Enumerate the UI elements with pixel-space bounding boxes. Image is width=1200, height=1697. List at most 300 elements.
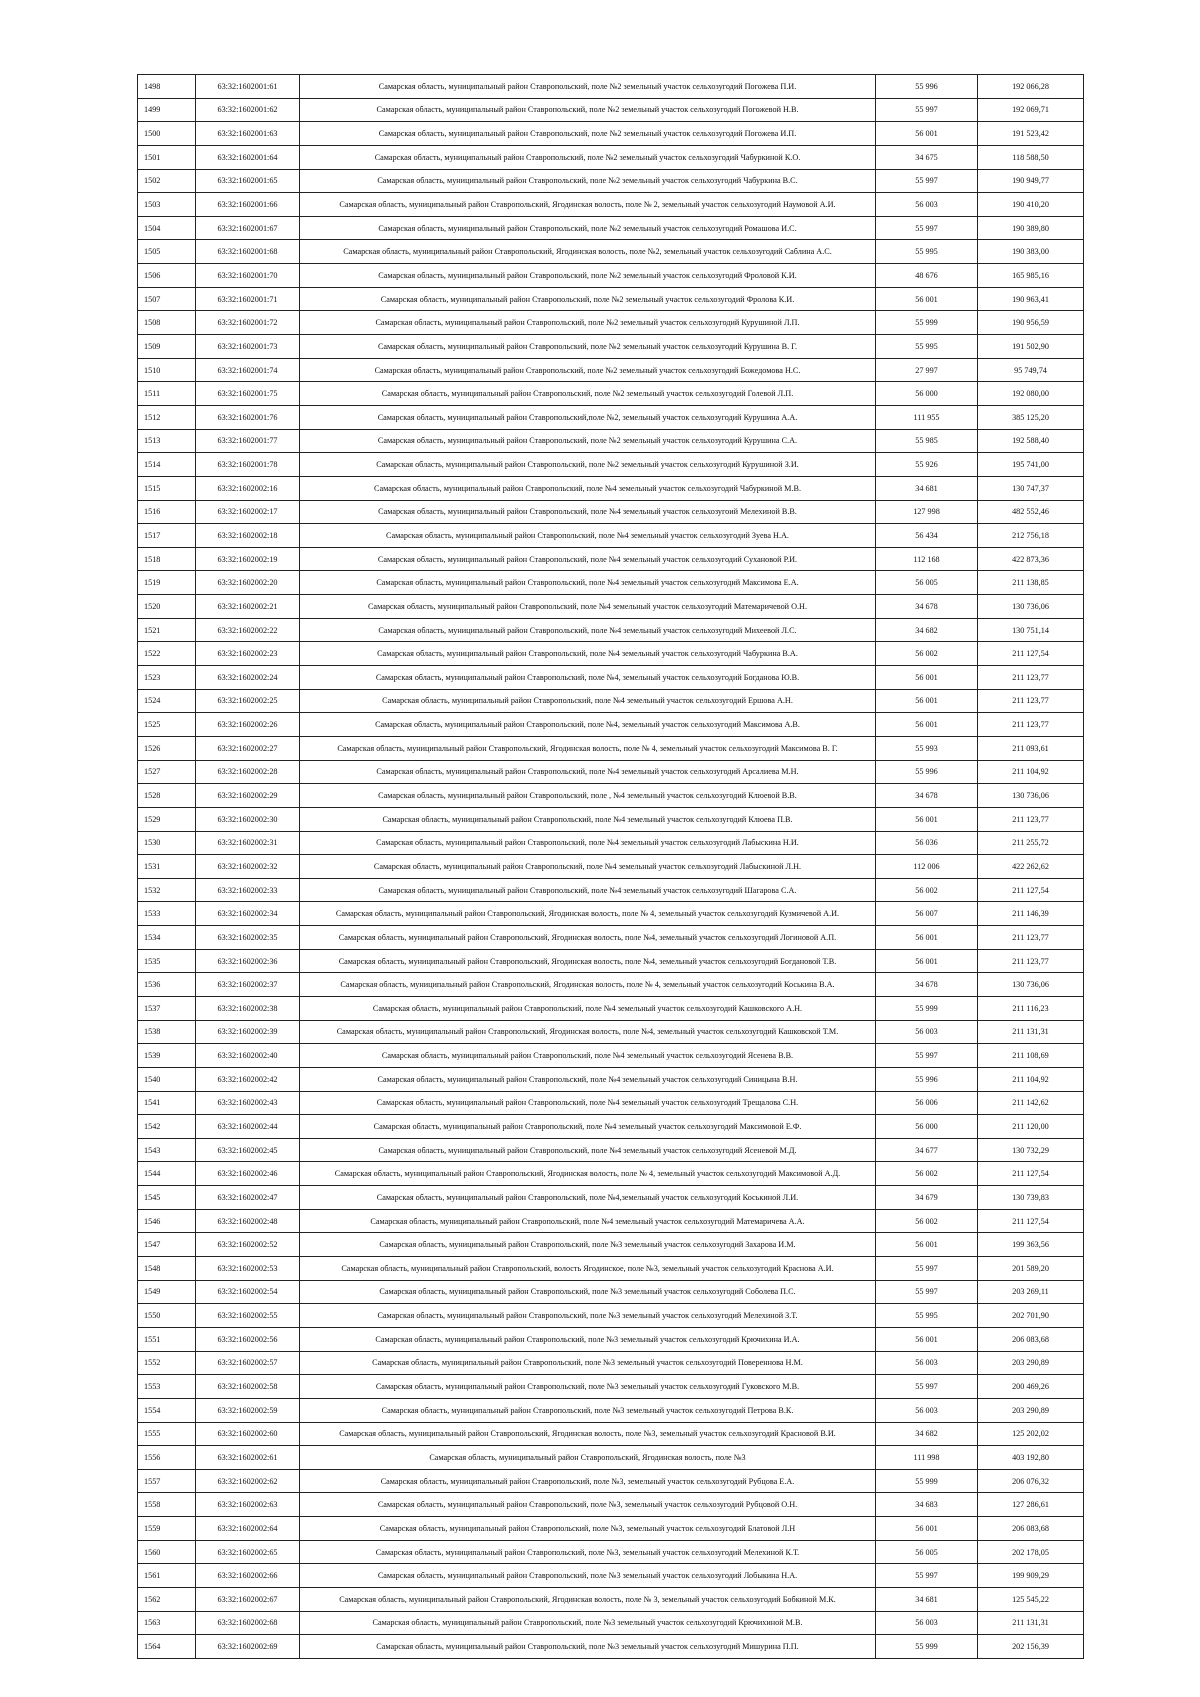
cadastral-number: 63:32:1602002:56 (196, 1327, 300, 1351)
cadastral-number: 63:32:1602002:43 (196, 1091, 300, 1115)
plot-address: Самарская область, муниципальный район Ставропольский, поле №3, земельный участок сельхозугодий Рубцовой О.Н. (300, 1493, 876, 1517)
table-row (138, 595, 1084, 619)
plot-address: Самарская область, муниципальный район Ставропольский, поле №3 земельный участок сельхозугодий Мишурина П.П. (300, 1635, 876, 1659)
cadastral-number: 63:32:1602002:57 (196, 1351, 300, 1375)
plot-area: 55 993 (876, 736, 978, 760)
table-row (138, 1233, 1084, 1257)
cadastral-number: 63:32:1602002:30 (196, 807, 300, 831)
table-row (138, 193, 1084, 217)
row-number: 1540 (138, 1067, 196, 1091)
cadastral-number: 63:32:1602002:66 (196, 1564, 300, 1588)
plot-area: 55 999 (876, 311, 978, 335)
cadastral-number: 63:32:1602002:31 (196, 831, 300, 855)
cadastral-value: 211 127,54 (978, 878, 1084, 902)
cadastral-value: 192 066,28 (978, 75, 1084, 99)
cadastral-number: 63:32:1602001:77 (196, 429, 300, 453)
table-row (138, 264, 1084, 288)
cadastral-number: 63:32:1602002:25 (196, 689, 300, 713)
table-row (138, 1327, 1084, 1351)
row-number: 1534 (138, 926, 196, 950)
table-row (138, 122, 1084, 146)
plot-area: 56 001 (876, 949, 978, 973)
plot-address: Самарская область, муниципальный район Ставропольский, Ягодинская волость, поле №3, земельный участок сельхозугодий Красновой В.И. (300, 1422, 876, 1446)
cadastral-value: 385 125,20 (978, 405, 1084, 429)
cadastral-number: 63:32:1602001:64 (196, 145, 300, 169)
cadastral-number: 63:32:1602001:70 (196, 264, 300, 288)
cadastral-value: 127 286,61 (978, 1493, 1084, 1517)
plot-area: 55 997 (876, 1564, 978, 1588)
cadastral-number: 63:32:1602002:35 (196, 926, 300, 950)
plot-address: Самарская область, муниципальный район Ставропольский, поле №2 земельный участок сельхозугодий Фролова К.И. (300, 287, 876, 311)
cadastral-value: 211 108,69 (978, 1044, 1084, 1068)
cadastral-number: 63:32:1602002:45 (196, 1138, 300, 1162)
row-number: 1523 (138, 666, 196, 690)
cadastral-value: 130 736,06 (978, 595, 1084, 619)
table-row (138, 335, 1084, 359)
table-row (138, 358, 1084, 382)
plot-area: 55 997 (876, 216, 978, 240)
table-row (138, 75, 1084, 99)
plot-address: Самарская область, муниципальный район Ставропольский, поле №3 земельный участок сельхозугодий Гуковского М.В. (300, 1375, 876, 1399)
plot-area: 34 678 (876, 784, 978, 808)
cadastral-number: 63:32:1602002:67 (196, 1588, 300, 1612)
plot-area: 56 006 (876, 1091, 978, 1115)
row-number: 1518 (138, 547, 196, 571)
row-number: 1544 (138, 1162, 196, 1186)
plot-address: Самарская область, муниципальный район Ставропольский, поле №4 земельный участок сельхозугодий Матемаричевой О.Н. (300, 595, 876, 619)
plot-address: Самарская область, муниципальный район Ставропольский, поле №2 земельный участок сельхозугодий Погожева И.П. (300, 122, 876, 146)
row-number: 1499 (138, 98, 196, 122)
row-number: 1547 (138, 1233, 196, 1257)
cadastral-value: 203 290,89 (978, 1351, 1084, 1375)
row-number: 1548 (138, 1257, 196, 1281)
cadastral-number: 63:32:1602001:74 (196, 358, 300, 382)
plot-area: 56 002 (876, 642, 978, 666)
cadastral-value: 211 116,23 (978, 996, 1084, 1020)
cadastral-value: 212 756,18 (978, 524, 1084, 548)
table-row (138, 713, 1084, 737)
row-number: 1562 (138, 1588, 196, 1612)
cadastral-value: 125 202,02 (978, 1422, 1084, 1446)
plot-area: 56 002 (876, 1162, 978, 1186)
table-row (138, 405, 1084, 429)
table-row (138, 1351, 1084, 1375)
plot-address: Самарская область, муниципальный район Ставропольский,поле №2, земельный участок сельхозугодий Курушина А.А. (300, 405, 876, 429)
cadastral-number: 63:32:1602002:63 (196, 1493, 300, 1517)
plot-area: 55 999 (876, 1635, 978, 1659)
cadastral-number: 63:32:1602002:54 (196, 1280, 300, 1304)
table-row (138, 1540, 1084, 1564)
plot-address: Самарская область, муниципальный район Ставропольский, поле №4 земельный участок сельхозугодий Лабыскина Н.И. (300, 831, 876, 855)
table-row (138, 1280, 1084, 1304)
table-row (138, 1257, 1084, 1281)
plot-area: 55 997 (876, 1280, 978, 1304)
cadastral-number: 63:32:1602001:68 (196, 240, 300, 264)
table-row (138, 760, 1084, 784)
row-number: 1541 (138, 1091, 196, 1115)
land-plots-table (137, 74, 1084, 1659)
plot-address: Самарская область, муниципальный район Ставропольский, Ягодинская волость, поле № 2, земельный участок сельхозугодий Наумовой А.И. (300, 193, 876, 217)
cadastral-number: 63:32:1602001:62 (196, 98, 300, 122)
cadastral-value: 200 469,26 (978, 1375, 1084, 1399)
table-row (138, 1564, 1084, 1588)
plot-address: Самарская область, муниципальный район Ставропольский, поле №2 земельный участок сельхозугодий Погожевой Н.В. (300, 98, 876, 122)
row-number: 1509 (138, 335, 196, 359)
plot-address: Самарская область, муниципальный район Ставропольский, Ягодинская волость, поле № 4, земельный участок сельхозугодий Кузмичевой А.И. (300, 902, 876, 926)
plot-address: Самарская область, муниципальный район Ставропольский, поле №3 земельный участок сельхозугодий Захарова И.М. (300, 1233, 876, 1257)
table-row (138, 1469, 1084, 1493)
plot-address: Самарская область, муниципальный район Ставропольский, поле №4 земельный участок сельхозугодий Ясеневой М.Д. (300, 1138, 876, 1162)
table-row (138, 926, 1084, 950)
row-number: 1519 (138, 571, 196, 595)
cadastral-number: 63:32:1602002:27 (196, 736, 300, 760)
plot-area: 34 682 (876, 1422, 978, 1446)
row-number: 1527 (138, 760, 196, 784)
row-number: 1530 (138, 831, 196, 855)
cadastral-value: 211 131,31 (978, 1611, 1084, 1635)
plot-address: Самарская область, муниципальный район Ставропольский, поле №4 земельный участок сельхозугодий Ясенева В.В. (300, 1044, 876, 1068)
plot-address: Самарская область, муниципальный район Ставропольский, поле №2 земельный участок сельхозугодий Чабуркиной К.О. (300, 145, 876, 169)
plot-address: Самарская область, муниципальный район Ставропольский, Ягодинская волость, поле № 4, земельный участок сельхозугодий Коськина В.А. (300, 973, 876, 997)
table-row (138, 240, 1084, 264)
row-number: 1517 (138, 524, 196, 548)
cadastral-value: 211 123,77 (978, 713, 1084, 737)
row-number: 1531 (138, 855, 196, 879)
table-row (138, 382, 1084, 406)
cadastral-value: 211 123,77 (978, 666, 1084, 690)
plot-address: Самарская область, муниципальный район Ставропольский, поле №2 земельный участок сельхозугодий Фроловой К.И. (300, 264, 876, 288)
plot-area: 34 681 (876, 476, 978, 500)
table-row (138, 807, 1084, 831)
plot-address: Самарская область, муниципальный район Ставропольский, поле , №4 земельный участок сельхозугодий Клюевой В.В. (300, 784, 876, 808)
plot-area: 56 003 (876, 1020, 978, 1044)
plot-address: Самарская область, муниципальный район Ставропольский, Ягодинская волость, поле № 4, земельный участок сельхозугодий Максимовой А.Д. (300, 1162, 876, 1186)
table-row (138, 1067, 1084, 1091)
cadastral-number: 63:32:1602001:66 (196, 193, 300, 217)
plot-area: 56 001 (876, 689, 978, 713)
row-number: 1542 (138, 1115, 196, 1139)
plot-area: 56 002 (876, 1209, 978, 1233)
table-row (138, 453, 1084, 477)
row-number: 1503 (138, 193, 196, 217)
table-row (138, 689, 1084, 713)
plot-area: 112 168 (876, 547, 978, 571)
row-number: 1555 (138, 1422, 196, 1446)
plot-area: 127 998 (876, 500, 978, 524)
cadastral-number: 63:32:1602002:23 (196, 642, 300, 666)
row-number: 1500 (138, 122, 196, 146)
plot-area: 56 001 (876, 713, 978, 737)
cadastral-value: 199 363,56 (978, 1233, 1084, 1257)
plot-area: 55 997 (876, 1044, 978, 1068)
cadastral-value: 192 588,40 (978, 429, 1084, 453)
table-row (138, 1162, 1084, 1186)
cadastral-number: 63:32:1602002:33 (196, 878, 300, 902)
cadastral-number: 63:32:1602001:76 (196, 405, 300, 429)
plot-area: 56 000 (876, 1115, 978, 1139)
row-number: 1560 (138, 1540, 196, 1564)
cadastral-value: 206 083,68 (978, 1517, 1084, 1541)
plot-area: 56 434 (876, 524, 978, 548)
plot-area: 56 003 (876, 1611, 978, 1635)
plot-area: 56 000 (876, 382, 978, 406)
plot-address: Самарская область, муниципальный район Ставропольский, поле №2 земельный участок сельхозугодий Голевой Л.П. (300, 382, 876, 406)
cadastral-number: 63:32:1602002:26 (196, 713, 300, 737)
plot-address: Самарская область, муниципальный район Ставропольский, поле №3, земельный участок сельхозугодий Рубцова Е.А. (300, 1469, 876, 1493)
cadastral-number: 63:32:1602001:65 (196, 169, 300, 193)
table-row (138, 1020, 1084, 1044)
cadastral-number: 63:32:1602002:34 (196, 902, 300, 926)
row-number: 1529 (138, 807, 196, 831)
plot-area: 55 995 (876, 240, 978, 264)
plot-area: 111 998 (876, 1446, 978, 1470)
plot-area: 56 003 (876, 1398, 978, 1422)
plot-area: 55 997 (876, 169, 978, 193)
plot-address: Самарская область, муниципальный район Ставропольский, поле №4 земельный участок сельхозугодий Трещалова С.Н. (300, 1091, 876, 1115)
cadastral-number: 63:32:1602001:75 (196, 382, 300, 406)
cadastral-value: 202 156,39 (978, 1635, 1084, 1659)
table-row (138, 1422, 1084, 1446)
cadastral-number: 63:32:1602001:67 (196, 216, 300, 240)
cadastral-number: 63:32:1602002:36 (196, 949, 300, 973)
cadastral-value: 195 741,00 (978, 453, 1084, 477)
table-row (138, 1375, 1084, 1399)
cadastral-number: 63:32:1602001:71 (196, 287, 300, 311)
row-number: 1533 (138, 902, 196, 926)
row-number: 1506 (138, 264, 196, 288)
cadastral-number: 63:32:1602002:65 (196, 1540, 300, 1564)
cadastral-number: 63:32:1602001:61 (196, 75, 300, 99)
plot-address: Самарская область, муниципальный район Ставропольский, Ягодинская волость, поле № 4, земельный участок сельхозугодий Максимова В. Г. (300, 736, 876, 760)
cadastral-number: 63:32:1602002:16 (196, 476, 300, 500)
cadastral-value: 130 736,06 (978, 784, 1084, 808)
cadastral-value: 203 290,89 (978, 1398, 1084, 1422)
plot-address: Самарская область, муниципальный район Ставропольский, поле №3 земельный участок сельхозугодий Повереннова Н.М. (300, 1351, 876, 1375)
cadastral-number: 63:32:1602002:29 (196, 784, 300, 808)
plot-address: Самарская область, муниципальный район Ставропольский, поле №4 земельный участок сельхозугоий Мелехиной В.В. (300, 500, 876, 524)
cadastral-value: 125 545,22 (978, 1588, 1084, 1612)
cadastral-value: 211 131,31 (978, 1020, 1084, 1044)
cadastral-value: 203 269,11 (978, 1280, 1084, 1304)
plot-address: Самарская область, муниципальный район Ставропольский, поле №2 земельный участок сельхозугодий Погожева П.И. (300, 75, 876, 99)
cadastral-number: 63:32:1602002:32 (196, 855, 300, 879)
cadastral-value: 422 262,62 (978, 855, 1084, 879)
cadastral-number: 63:32:1602002:59 (196, 1398, 300, 1422)
table-row (138, 784, 1084, 808)
cadastral-number: 63:32:1602002:68 (196, 1611, 300, 1635)
plot-area: 56 005 (876, 571, 978, 595)
cadastral-value: 190 389,80 (978, 216, 1084, 240)
row-number: 1563 (138, 1611, 196, 1635)
cadastral-value: 165 985,16 (978, 264, 1084, 288)
plot-address: Самарская область, муниципальный район Ставропольский, поле №4, земельный участок сельхозугодий Максимова А.В. (300, 713, 876, 737)
cadastral-value: 206 076,32 (978, 1469, 1084, 1493)
row-number: 1512 (138, 405, 196, 429)
row-number: 1526 (138, 736, 196, 760)
row-number: 1505 (138, 240, 196, 264)
cadastral-value: 211 138,85 (978, 571, 1084, 595)
table-row (138, 287, 1084, 311)
cadastral-value: 211 093,61 (978, 736, 1084, 760)
table-row (138, 571, 1084, 595)
table-row (138, 996, 1084, 1020)
cadastral-number: 63:32:1602002:20 (196, 571, 300, 595)
plot-address: Самарская область, муниципальный район Ставропольский, поле №3 земельный участок сельхозугодий Петрова В.К. (300, 1398, 876, 1422)
plot-address: Самарская область, муниципальный район Ставропольский, поле №4 земельный участок сельхозугодий Лабыскиной Л.Н. (300, 855, 876, 879)
table-row (138, 311, 1084, 335)
cadastral-value: 211 123,77 (978, 926, 1084, 950)
cadastral-number: 63:32:1602002:64 (196, 1517, 300, 1541)
cadastral-value: 192 080,00 (978, 382, 1084, 406)
row-number: 1532 (138, 878, 196, 902)
plot-address: Самарская область, муниципальный район Ставропольский, поле №4 земельный участок сельхозугодий Максимова Е.А. (300, 571, 876, 595)
row-number: 1554 (138, 1398, 196, 1422)
table-row (138, 1635, 1084, 1659)
plot-area: 55 996 (876, 1067, 978, 1091)
table-row (138, 736, 1084, 760)
plot-area: 55 999 (876, 1469, 978, 1493)
plot-area: 55 997 (876, 98, 978, 122)
cadastral-number: 63:32:1602002:52 (196, 1233, 300, 1257)
row-number: 1559 (138, 1517, 196, 1541)
cadastral-number: 63:32:1602002:58 (196, 1375, 300, 1399)
cadastral-number: 63:32:1602001:73 (196, 335, 300, 359)
row-number: 1545 (138, 1186, 196, 1210)
plot-address: Самарская область, муниципальный район Ставропольский, Ягодинская волость, поле №4, земельный участок сельхозугодий Кашковской Т.М. (300, 1020, 876, 1044)
table-row (138, 1091, 1084, 1115)
plot-address: Самарская область, муниципальный район Ставропольский, поле №4 земельный участок сельхозугодий Сухановой Р.И. (300, 547, 876, 571)
plot-address: Самарская область, муниципальный район Ставропольский, поле №4 земельный участок сельхозугодий Арсалиева М.Н. (300, 760, 876, 784)
table-row (138, 216, 1084, 240)
cadastral-number: 63:32:1602002:18 (196, 524, 300, 548)
cadastral-number: 63:32:1602002:24 (196, 666, 300, 690)
plot-address: Самарская область, муниципальный район Ставропольский, волость Ягодинское, поле №3, земельный участок сельхозугодий Краснова А.И. (300, 1257, 876, 1281)
table-row (138, 1138, 1084, 1162)
row-number: 1558 (138, 1493, 196, 1517)
plot-area: 34 679 (876, 1186, 978, 1210)
row-number: 1550 (138, 1304, 196, 1328)
row-number: 1524 (138, 689, 196, 713)
row-number: 1561 (138, 1564, 196, 1588)
cadastral-value: 211 123,77 (978, 949, 1084, 973)
plot-address: Самарская область, муниципальный район Ставропольский, поле №4 земельный участок сельхозугодий Максимовой Е.Ф. (300, 1115, 876, 1139)
cadastral-number: 63:32:1602002:39 (196, 1020, 300, 1044)
cadastral-number: 63:32:1602002:69 (196, 1635, 300, 1659)
cadastral-value: 211 123,77 (978, 807, 1084, 831)
cadastral-number: 63:32:1602002:47 (196, 1186, 300, 1210)
plot-address: Самарская область, муниципальный район Ставропольский, Ягодинская волость, поле №3 (300, 1446, 876, 1470)
cadastral-number: 63:32:1602001:63 (196, 122, 300, 146)
table-row (138, 476, 1084, 500)
row-number: 1537 (138, 996, 196, 1020)
table-row (138, 1588, 1084, 1612)
table-row (138, 1493, 1084, 1517)
plot-area: 56 001 (876, 1327, 978, 1351)
row-number: 1546 (138, 1209, 196, 1233)
plot-area: 34 678 (876, 973, 978, 997)
plot-area: 56 001 (876, 287, 978, 311)
table-row (138, 1115, 1084, 1139)
plot-address: Самарская область, муниципальный район Ставропольский, поле №3 земельный участок сельхозугодий Соболева П.С. (300, 1280, 876, 1304)
row-number: 1520 (138, 595, 196, 619)
plot-address: Самарская область, муниципальный район Ставропольский, поле №4 земельный участок сельхозугодий Зуева Н.А. (300, 524, 876, 548)
row-number: 1521 (138, 618, 196, 642)
row-number: 1536 (138, 973, 196, 997)
plot-area: 55 996 (876, 760, 978, 784)
plot-area: 55 985 (876, 429, 978, 453)
plot-address: Самарская область, муниципальный район Ставропольский, поле №4 земельный участок сельхозугодий Клюева П.В. (300, 807, 876, 831)
table-row (138, 973, 1084, 997)
plot-area: 56 005 (876, 1540, 978, 1564)
table-row (138, 524, 1084, 548)
plot-area: 56 002 (876, 878, 978, 902)
cadastral-number: 63:32:1602002:28 (196, 760, 300, 784)
table-body (138, 75, 1084, 1659)
plot-address: Самарская область, муниципальный район Ставропольский, Ягодинская волость, поле № 3, земельный участок сельхозугодий Бобкиной М.К. (300, 1588, 876, 1612)
table-row (138, 429, 1084, 453)
cadastral-number: 63:32:1602002:42 (196, 1067, 300, 1091)
row-number: 1522 (138, 642, 196, 666)
plot-address: Самарская область, муниципальный район Ставропольский, поле №3, земельный участок сельхозугодий Блатовой Л.Н (300, 1517, 876, 1541)
plot-address: Самарская область, муниципальный район Ставропольский, поле №3 земельный участок сельхозугодий Лобыкина Н.А. (300, 1564, 876, 1588)
table-row (138, 1304, 1084, 1328)
cadastral-value: 190 410,20 (978, 193, 1084, 217)
cadastral-value: 403 192,80 (978, 1446, 1084, 1470)
plot-address: Самарская область, муниципальный район Ставропольский, поле №3, земельный участок сельхозугодий Мелехиной К.Т. (300, 1540, 876, 1564)
plot-area: 56 007 (876, 902, 978, 926)
plot-area: 56 001 (876, 807, 978, 831)
plot-address: Самарская область, муниципальный район Ставропольский, поле №4 земельный участок сельхозугодий Чабуркина В.А. (300, 642, 876, 666)
plot-area: 34 678 (876, 595, 978, 619)
row-number: 1515 (138, 476, 196, 500)
row-number: 1552 (138, 1351, 196, 1375)
cadastral-number: 63:32:1602001:72 (196, 311, 300, 335)
row-number: 1528 (138, 784, 196, 808)
plot-area: 55 995 (876, 335, 978, 359)
cadastral-value: 130 739,83 (978, 1186, 1084, 1210)
table-row (138, 1209, 1084, 1233)
cadastral-value: 190 956,59 (978, 311, 1084, 335)
cadastral-value: 190 949,77 (978, 169, 1084, 193)
table-row (138, 1446, 1084, 1470)
cadastral-number: 63:32:1602002:48 (196, 1209, 300, 1233)
cadastral-value: 130 732,29 (978, 1138, 1084, 1162)
plot-address: Самарская область, муниципальный район Ставропольский, поле №4, земельный участок сельхозугодий Богданова Ю.В. (300, 666, 876, 690)
plot-address: Самарская область, муниципальный район Ставропольский, Ягодинская волость, поле №4, земельный участок сельхозугодий Богдановой Т.В. (300, 949, 876, 973)
plot-address: Самарская область, муниципальный район Ставропольский, поле №4 земельный участок сельхозугодий Синицына В.Н. (300, 1067, 876, 1091)
cadastral-value: 211 120,00 (978, 1115, 1084, 1139)
cadastral-number: 63:32:1602002:17 (196, 500, 300, 524)
row-number: 1511 (138, 382, 196, 406)
cadastral-value: 190 383,00 (978, 240, 1084, 264)
plot-area: 56 003 (876, 193, 978, 217)
cadastral-number: 63:32:1602002:37 (196, 973, 300, 997)
row-number: 1557 (138, 1469, 196, 1493)
cadastral-value: 211 104,92 (978, 760, 1084, 784)
cadastral-number: 63:32:1602002:60 (196, 1422, 300, 1446)
cadastral-value: 422 873,36 (978, 547, 1084, 571)
cadastral-value: 211 142,62 (978, 1091, 1084, 1115)
cadastral-value: 130 736,06 (978, 973, 1084, 997)
row-number: 1502 (138, 169, 196, 193)
plot-area: 34 675 (876, 145, 978, 169)
row-number: 1538 (138, 1020, 196, 1044)
plot-area: 55 997 (876, 1257, 978, 1281)
table-row (138, 642, 1084, 666)
plot-address: Самарская область, муниципальный район Ставропольский, поле №3 земельный участок сельхозугодий Крючихиной М.В. (300, 1611, 876, 1635)
table-row (138, 547, 1084, 571)
cadastral-value: 201 589,20 (978, 1257, 1084, 1281)
